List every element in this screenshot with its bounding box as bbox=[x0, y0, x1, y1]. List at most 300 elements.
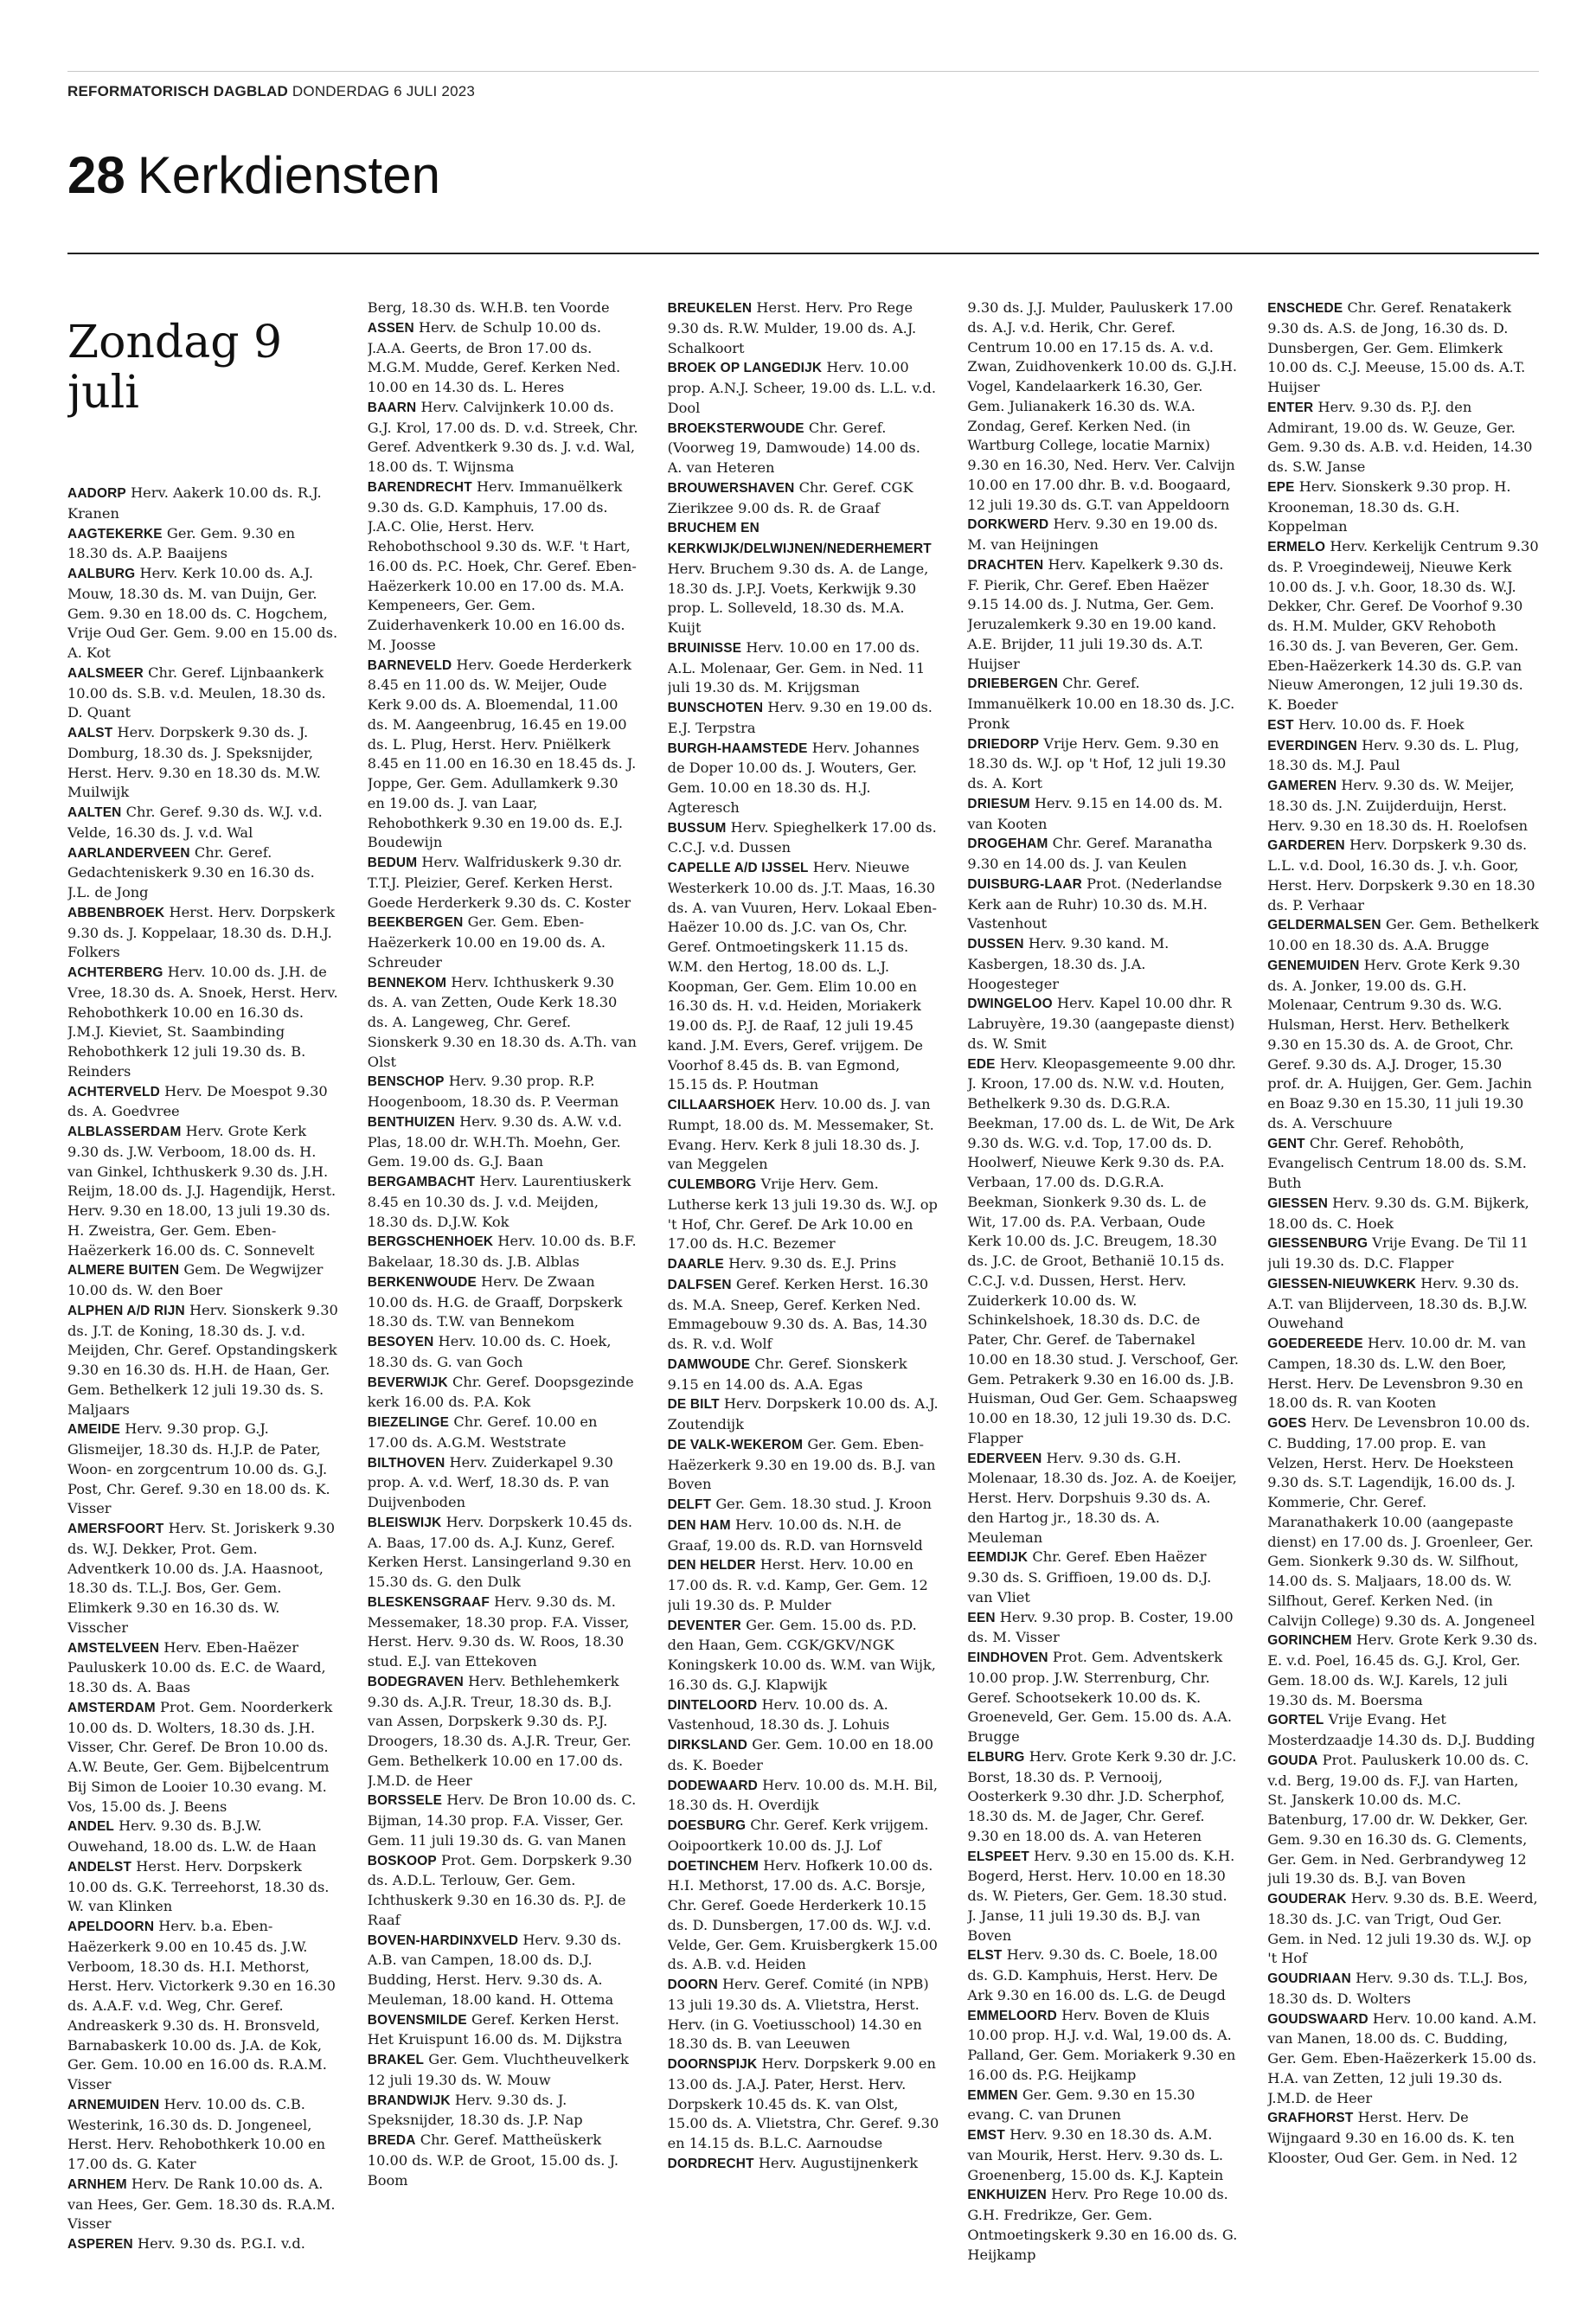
place-name: AALBURG bbox=[67, 567, 136, 581]
place-name: ALBLASSERDAM bbox=[67, 1125, 182, 1139]
church-listing bbox=[668, 518, 939, 638]
place-name: GOUDA bbox=[1267, 1753, 1318, 1768]
place-name: DRACHTEN bbox=[967, 557, 1044, 573]
service-details: Herst. Herv. De Wijngaard 9.30 en 16.00 ds. K. ten Klooster, Oud Ger. Gem. in Ned. 12 bbox=[1267, 2109, 1518, 2166]
place-name: EMST bbox=[967, 2128, 1005, 2143]
church-listing bbox=[967, 875, 1239, 934]
church-listing bbox=[67, 803, 339, 843]
church-listing bbox=[668, 1435, 939, 1495]
section-header bbox=[67, 145, 440, 206]
church-listing bbox=[668, 1095, 939, 1175]
place-name: DINTELOORD bbox=[667, 1697, 758, 1713]
church-listing bbox=[967, 674, 1239, 734]
church-listing bbox=[368, 1672, 639, 1791]
place-name: BOVEN-HARDINXVELD bbox=[367, 1932, 519, 1948]
service-details: Herv. Grote Kerk 9.30 ds. A. Jonker, 19.00 ds. G.H. Molenaar, Centrum 9.30 ds. W.G. Hulsman, Herst. Herv. Bethelkerk 9.30 en 15.30 ds. A. de Groot, Chr. Geref. 9.30 ds. A.J. Droger, 15.30 prof. dr. A. Huijgen, Ger. Gem. Jachin en Boaz 9.30 en 15.30, 11 juli 19.30 ds. A. Verschuure bbox=[1267, 956, 1532, 1131]
service-details: Herv. Kleopasgemeente 9.00 dhr. J. Kroon, 17.00 ds. N.W. v.d. Houten, Bethelkerk 9.30 ds. D.G.R.A. Beekman, 17.00 ds. L. de Wit, De Ark 9.30 ds. W.G. v.d. Top, 17.00 ds. D. Hoolwerf, Nieuwe Kerk 9.30 ds. P.A. Verbaan, 17.00 ds. D.G.R.A. Beekman, Sionkerk 9.30 ds. L. de Wit, 17.00 ds. P.A. Verbaan, Oude Kerk 10.00 ds. J.C. Breugem, 18.30 ds. J.C. de Groot, Bethanië 10.15 ds. C.C.J. v.d. Dussen, Herst. Herv. Zuiderkerk 10.00 ds. W. Schinkelshoek, 18.30 ds. D.C. de Pater, Chr. Geref. de Tabernakel 10.00 en 18.30 stud. J. Verschoof, Ger. Gem. Petrakerk 9.30 en 16.00 ds. J.B. Huisman, Oud Ger. Gem. Schaapsweg 10.00 en 18.30, 12 juli 19.30 ds. D.C. Flapper bbox=[967, 1054, 1240, 1446]
service-details: Herv. Geref. Comité (in NPB) 13 juli 19.30 ds. A. Vlietstra, Herst. Herv. (in G. Voetiusschool) 14.30 en 18.30 ds. B. van Leeuwen bbox=[667, 1976, 929, 2053]
church-listing bbox=[67, 2175, 339, 2234]
service-details: Chr. Geref. Sionskerk 9.15 en 14.00 ds. A.A. Egas bbox=[667, 1355, 907, 1393]
place-name: DWINGELOO bbox=[967, 997, 1053, 1012]
place-name: ALPHEN A/D RIJN bbox=[67, 1303, 185, 1318]
church-listing bbox=[967, 1945, 1239, 2005]
place-name: BERGSCHENHOEK bbox=[367, 1234, 494, 1250]
place-name: GARDEREN bbox=[1267, 838, 1345, 854]
church-listing bbox=[67, 1260, 339, 1301]
place-name: GIESSEN bbox=[1267, 1195, 1329, 1211]
church-listing bbox=[67, 663, 339, 723]
church-listing bbox=[967, 1054, 1239, 1449]
place-name: ASSEN bbox=[367, 320, 414, 336]
day-title: Zondag 9 juli bbox=[67, 317, 283, 419]
place-name: DOORN bbox=[667, 1977, 718, 1992]
place-name: EPE bbox=[1267, 479, 1295, 495]
church-listing bbox=[1267, 915, 1539, 956]
place-name: DOORNSPIJK bbox=[667, 2057, 758, 2072]
place-name: DORDRECHT bbox=[667, 2156, 754, 2171]
service-details: Herv. Dorpskerk 9.00 en 13.00 ds. J.A.J. Pater, Herst. Herv. Dorpskerk 10.45 ds. K. van Olst, 15.00 ds. A. Vlietstra, Chr. Geref. 9.30 en 14.15 ds. B.L.C. Aarnoudse bbox=[667, 2055, 939, 2151]
place-name: GORTEL bbox=[1267, 1713, 1324, 1728]
service-details: Herv. Eben-Haëzer Pauluskerk 10.00 ds. E.C. de Waard, 18.30 ds. A. Baas bbox=[67, 1638, 326, 1695]
column-3 bbox=[668, 298, 939, 2279]
service-details: Herv. 9.30 ds. B.E. Weerd, 18.30 ds. J.C. van Trigt, Oud Ger. Gem. in Ned. 12 juli 19.30 ds. W.J. op 't Hof bbox=[1267, 1890, 1538, 1967]
service-details: Ger. Gem. Vluchtheuvelkerk 12 juli 19.30 ds. W. Mouw bbox=[367, 2051, 629, 2088]
church-listing bbox=[368, 1791, 639, 1850]
church-listing bbox=[1267, 298, 1539, 398]
place-name: GRAFHORST bbox=[1267, 2111, 1354, 2126]
service-details: Herv. St. Joriskerk 9.30 ds. W.J. Dekker, Prot. Gem. Adventkerk 10.00 ds. J.A. Haasnoot, 18.30 ds. T.L.J. Bos, Ger. Gem. Elimkerk 9.30 en 16.30 ds. W. Visscher bbox=[67, 1520, 336, 1636]
place-name: DUSSEN bbox=[967, 937, 1024, 952]
service-details: Herv. 10.00 ds. B.F. Bakelaar, 18.30 ds. J.B. Alblas bbox=[367, 1233, 637, 1270]
section-rule bbox=[67, 253, 1539, 254]
service-details: Chr. Geref. Maranatha 9.30 en 14.00 ds. J. van Keulen bbox=[967, 835, 1213, 872]
service-details: Herv. 10.00 ds. A. Vastenhoud, 18.30 ds. J. Lohuis bbox=[667, 1695, 890, 1734]
service-details: Prot. Gem. Dorpskerk 9.30 ds. A.D.L. Terlouw, Ger. Gem. Ichthuskerk 9.30 en 16.30 ds. P.J. de Raaf bbox=[367, 1851, 632, 1928]
service-details: Herv. De Zwaan 10.00 ds. H.G. de Graaff, Dorpskerk 18.30 ds. T.W. van Bennekom bbox=[367, 1272, 623, 1330]
church-listing bbox=[1267, 1334, 1539, 1413]
church-listing bbox=[368, 478, 639, 656]
service-details: Herv. Laurentiuskerk 8.45 en 10.30 ds. J. v.d. Meijden, 18.30 ds. D.J.W. Kok bbox=[367, 1173, 631, 1230]
place-name: EST bbox=[1267, 717, 1294, 733]
listing-columns bbox=[67, 298, 1539, 2279]
service-details: Herv. 10.00 prop. A.N.J. Scheer, 19.00 ds. L.L. v.d. Dool bbox=[667, 359, 936, 416]
top-rule bbox=[67, 71, 1539, 72]
place-name: BEDUM bbox=[367, 856, 418, 870]
service-details: Chr. Geref. 10.00 en 17.00 ds. A.G.M. Weststrate bbox=[367, 1413, 598, 1451]
church-listing bbox=[67, 524, 339, 565]
place-name: EMMEN bbox=[967, 2087, 1018, 2103]
service-details: Herv. 10.00 ds. C.B. Westerink, 16.30 ds. D. Jongeneel, Herst. Herv. Rehobothkerk 10.00 en 17.00 ds. G. Kater bbox=[67, 2095, 326, 2172]
church-listing bbox=[668, 1816, 939, 1856]
column-2 bbox=[368, 298, 639, 2279]
church-listing bbox=[967, 1648, 1239, 1747]
church-listing bbox=[668, 1695, 939, 1736]
place-name: BRUCHEM EN KERKWIJK/DELWIJNEN/NEDERHEMERT bbox=[667, 521, 932, 556]
church-listing bbox=[668, 1975, 939, 2054]
service-details: Herv. 9.30 ds. G.M. Bijkerk, 18.00 ds. C. Hoek bbox=[1267, 1194, 1529, 1232]
service-details: Ger. Gem. Bethelkerk 10.00 en 18.30 ds. A.A. Brugge bbox=[1267, 916, 1539, 953]
place-name: BIEZELINGE bbox=[367, 1415, 450, 1430]
column-4 bbox=[967, 298, 1239, 2279]
church-listing bbox=[1267, 1889, 1539, 1969]
church-listing bbox=[1267, 1234, 1539, 1274]
place-name: EMMELOORD bbox=[967, 2008, 1057, 2023]
service-details: Chr. Geref. Lijnbaankerk 10.00 ds. S.B. v.d. Meulen, 18.30 ds. D. Quant bbox=[67, 663, 326, 721]
church-listing bbox=[668, 1254, 939, 1275]
section-title: Kerkdiensten bbox=[137, 146, 440, 204]
church-listing bbox=[1267, 776, 1539, 836]
service-details: Herv. Calvijnkerk 10.00 ds. G.J. Krol, 17.00 ds. D. v.d. Streek, Chr. Geref. Adventkerk 9.30 ds. J. v.d. Wal, 18.00 ds. T. Wijnsma bbox=[367, 398, 638, 475]
service-details: Herv. Dorpskerk 10.45 ds. A. Baas, 17.00 ds. A.J. Kunz, Geref. Kerken Herst. Lansingerland 9.30 en 15.30 ds. G. den Dulk bbox=[367, 1513, 633, 1590]
service-details: Herv. 9.30 ds. A.W. v.d. Plas, 18.00 dr. W.H.Th. Moehn, Ger. Gem. 19.00 ds. G.J. Baan bbox=[367, 1112, 623, 1170]
church-listing bbox=[67, 963, 339, 1082]
church-listing bbox=[967, 515, 1239, 555]
church-listing bbox=[1267, 956, 1539, 1134]
place-name: ERMELO bbox=[1267, 540, 1326, 554]
place-name: BEVERWIJK bbox=[367, 1375, 448, 1390]
place-name: BOVENSMILDE bbox=[367, 2012, 467, 2028]
place-name: DEVENTER bbox=[667, 1618, 742, 1633]
service-details: Herv. Grote Kerk 9.30 dr. J.C. Borst, 18.30 ds. P. Vernooij, Oosterkerk 9.30 dhr. J.D. Scherphof, 18.30 ds. M. de Jager, Chr. Geref. 9.30 en 18.00 ds. A. van Heteren bbox=[967, 1747, 1237, 1844]
service-details: Chr. Geref. (Voorweg 19, Damwoude) 14.00 ds. A. van Heteren bbox=[667, 419, 920, 476]
place-name: BARNEVELD bbox=[367, 657, 452, 673]
church-listing bbox=[67, 2095, 339, 2175]
church-listing bbox=[1267, 1413, 1539, 1631]
service-details: Herv. Bethlehemkerk 9.30 ds. A.J.R. Treur, 18.30 ds. B.J. van Assen, Dorpskerk 9.30 ds. P.J. Droogers, 18.30 ds. A.J.R. Treur, Ger. Gem. Bethelkerk 10.00 en 17.00 ds. J.M.D. de Heer bbox=[367, 1672, 631, 1789]
place-name: BREUKELEN bbox=[667, 301, 753, 316]
church-listing bbox=[967, 794, 1239, 835]
church-listing bbox=[67, 1301, 339, 1420]
service-details: Geref. Kerken Herst. 16.30 ds. M.A. Sneep, Geref. Kerken Ned. Emmagebouw 9.30 ds. A. Bas, 14.30 ds. R. v.d. Wolf bbox=[667, 1275, 929, 1352]
church-listing bbox=[1267, 537, 1539, 715]
church-listing bbox=[668, 2054, 939, 2154]
service-details: Herst. Herv. Pro Rege 9.30 ds. R.W. Mulder, 19.00 ds. A.J. Schalkoort bbox=[667, 299, 917, 356]
church-listing bbox=[1267, 1710, 1539, 1751]
church-listing bbox=[368, 1332, 639, 1373]
service-details: Chr. Geref. Eben Haëzer 9.30 ds. S. Griffioen, 19.00 ds. D.J. van Vliet bbox=[967, 1548, 1212, 1606]
church-listing bbox=[368, 318, 639, 398]
service-details: Herv. 9.30 en 18.30 ds. A.M. van Mourik, Herst. Herv. 9.30 ds. L. Groenenberg, 15.00 ds. K.J. Kaptein bbox=[967, 2126, 1224, 2183]
church-listing bbox=[1267, 1969, 1539, 2009]
place-name: BENNEKOM bbox=[367, 975, 447, 990]
place-name: BRAKEL bbox=[367, 2053, 425, 2067]
service-details: Herv. De Bron 10.00 ds. C. Bijman, 14.30 prop. F.A. Visser, Ger. Gem. 11 juli 19.30 ds. G. van Manen bbox=[367, 1791, 637, 1849]
place-name: BERKENWOUDE bbox=[367, 1274, 477, 1290]
service-details: Herv. 9.30 ds. J. Speksnijder, 18.30 ds. J.P. Nap bbox=[367, 2091, 583, 2129]
service-details: Herv. Grote Kerk 9.30 ds. J.W. Verboom, 18.00 ds. H. van Ginkel, Ichthuskerk 9.30 ds. J.H. Reijm, 18.00 ds. J.J. Hagendijk, Herst. Herv. 9.30 en 18.00, 13 juli 19.30 ds. H. Zweistra, Ger. Gem. Eben-Haëzerkerk 16.00 ds. C. Sonnevelt bbox=[67, 1123, 337, 1259]
service-details: Herv. Kerkelijk Centrum 9.30 ds. P. Vroegindeweij, Nieuwe Kerk 10.00 ds. J. v.h. Goor, 18.30 ds. W.J. Dekker, Chr. Geref. De Voorhof 9.30 ds. H.M. Mulder, GKV Rehoboth 16.30 ds. J. van Beveren, Ger. Gem. Eben-Haëzerkerk 14.30 ds. G.P. van Nieuw Amerongen, 12 juli 19.30 ds. K. Boeder bbox=[1267, 538, 1539, 713]
place-name: DAARLE bbox=[667, 1257, 724, 1272]
church-listing bbox=[1267, 836, 1539, 915]
service-details: Chr. Geref. Kerk vrijgem. Ooipoortkerk 10.00 ds. J.J. Lof bbox=[667, 1817, 929, 1854]
church-listing bbox=[67, 1917, 339, 2095]
church-listing bbox=[368, 1112, 639, 1172]
church-listing bbox=[67, 1519, 339, 1638]
church-listing bbox=[967, 834, 1239, 875]
masthead bbox=[67, 83, 475, 100]
service-details: Herv. 9.30 ds. M. Messemaker, 18.30 prop. F.A. Visser, Herst. Herv. 9.30 ds. W. Roos, 18.30 stud. E.J. van Ettekoven bbox=[367, 1593, 630, 1670]
service-details: Herv. Immanuëlkerk 9.30 ds. G.D. Kamphuis, 17.00 ds. J.A.C. Olie, Herst. Herv. Rehobothschool 9.30 ds. W.F. 't Hart, 16.00 ds. P.C. Hoek, Chr. Geref. Eben-Haëzerkerk 10.00 en 17.00 ds. M.A. Kempeneers, Ger. Gem. Zuiderhavenkerk 10.00 en 16.00 ds. M. Joosse bbox=[367, 478, 637, 653]
place-name: BENTHUIZEN bbox=[367, 1114, 455, 1130]
service-details: Herv. 10.00 ds. F. Hoek bbox=[1298, 715, 1465, 733]
church-listing bbox=[967, 1449, 1239, 1548]
church-listing bbox=[67, 564, 339, 663]
church-listing bbox=[1267, 1134, 1539, 1194]
place-name: EDERVEEN bbox=[967, 1451, 1042, 1466]
service-details: Gem. De Wegwijzer 10.00 ds. W. den Boer bbox=[67, 1261, 324, 1298]
place-name: BOSKOOP bbox=[367, 1853, 437, 1868]
place-name: EINDHOVEN bbox=[967, 1650, 1048, 1665]
service-details: Ger. Gem. 9.30 en 18.30 ds. A.P. Baaijens bbox=[67, 524, 296, 562]
service-details: Herv. 9.30 prop. R.P. Hoogenboom, 18.30 ds. P. Veerman bbox=[367, 1073, 619, 1110]
service-details: Ger. Gem. 18.30 stud. J. Kroon bbox=[715, 1496, 932, 1512]
place-name: AMSTELVEEN bbox=[67, 1640, 160, 1656]
service-details: Herv. 9.30 ds. B.J.W. Ouwehand, 18.00 ds. L.W. de Haan bbox=[67, 1817, 317, 1855]
place-name: DEN HELDER bbox=[667, 1558, 756, 1574]
service-details: Herv. Kerk 10.00 ds. A.J. Mouw, 18.30 ds. M. van Duijn, Ger. Gem. 9.30 en 18.00 ds. C. Hogchem, Vrije Oud Ger. Gem. 9.00 en 15.00 ds. A. Kot bbox=[67, 565, 338, 661]
service-details: Herv. Hofkerk 10.00 ds. H.I. Methorst, 17.00 ds. A.C. Borsje, Chr. Geref. Goede Herderkerk 10.15 ds. D. Dunsbergen, 17.00 ds. W.J. v.d. Velde, Ger. Gem. Kruisbergkerk 15.00 ds. A.B. v.d. Heiden bbox=[667, 1856, 938, 1973]
service-details: Herv. Boven de Kluis 10.00 prop. H.J. v.d. Wal, 19.00 ds. A. Palland, Ger. Gem. Moriakerk 9.30 en 16.00 ds. P.G. Heijkamp bbox=[967, 2006, 1236, 2083]
service-details: Geref. Kerken Herst. Het Kruispunt 16.00 ds. M. Dijkstra bbox=[367, 2010, 623, 2048]
church-listing bbox=[1267, 2009, 1539, 2109]
place-name: AALTEN bbox=[67, 805, 122, 820]
church-listing bbox=[368, 973, 639, 1073]
place-name: ARNHEM bbox=[67, 2176, 127, 2192]
place-name: GENEMUIDEN bbox=[1267, 958, 1360, 973]
place-name: AALST bbox=[67, 726, 113, 740]
place-name: DRIEBERGEN bbox=[967, 676, 1059, 692]
service-details: Herv. De Levensbron 10.00 ds. C. Budding, 17.00 prop. E. van Velzen, Herst. Herv. De Hoeksteen 9.30 ds. S.T. Lagendijk, 16.00 ds. J. Kommerie, Chr. Geref. Maranathakerk 10.00 (aangepaste dienst) en 17.00 ds. J. Groenleer, Ger. Gem. Sionkerk 9.30 ds. W. Silfhout, 14.00 ds. S. Maljaars, 18.00 ds. W. Silfhout, Geref. Kerken Ned. (in Calvijn College) 9.30 ds. A. Jongeneel bbox=[1267, 1414, 1535, 1629]
service-details: Herv. Dorpskerk 10.00 ds. A.J. Zoutendijk bbox=[667, 1395, 939, 1433]
service-details: Chr. Geref. Gedachteniskerk 9.30 en 16.30 ds. J.L. de Jong bbox=[67, 843, 315, 901]
page-number: 28 bbox=[67, 146, 125, 204]
place-name: BESOYEN bbox=[367, 1335, 434, 1349]
place-name: GELDERMALSEN bbox=[1267, 918, 1381, 933]
service-details: Herv. Grote Kerk 9.30 ds. E. v.d. Poel, 16.45 ds. G.J. Krol, Ger. Gem. 18.00 ds. W.J. Karels, 12 juli 19.30 ds. M. Boersma bbox=[1267, 1631, 1538, 1708]
service-details: Herv. 9.30 ds. A.T. van Blijderveen, 18.30 ds. B.J.W. Ouwehand bbox=[1267, 1274, 1528, 1332]
service-details: Vrije Herv. Gem. Lutherse kerk 13 juli 19.30 ds. W.J. op 't Hof, Chr. Geref. De Ark 10.00 en 17.00 ds. H.C. Bezemer bbox=[667, 1176, 938, 1253]
place-name: BROUWERSHAVEN bbox=[667, 480, 795, 496]
service-details: Herv. 9.30 ds. C. Boele, 18.00 ds. G.D. Kamphuis, Herst. Herv. De Ark 9.30 en 16.00 ds. L.G. de Deugd bbox=[967, 1946, 1226, 2003]
church-listing bbox=[967, 298, 1239, 515]
church-listing bbox=[967, 934, 1239, 994]
place-name: CULEMBORG bbox=[667, 1177, 757, 1192]
service-details: Herv. 10.00 ds. J. van Rumpt, 18.00 ds. M. Messemaker, St. Evang. Herv. Kerk 8 juli 18.30 ds. J. van Meggelen bbox=[667, 1096, 934, 1173]
place-name: GENT bbox=[1267, 1136, 1305, 1151]
place-name: ASPEREN bbox=[67, 2237, 133, 2252]
church-listing bbox=[368, 853, 639, 913]
service-details: Herv. 10.00 ds. C. Hoek, 18.30 ds. G. van Goch bbox=[367, 1333, 612, 1370]
place-name: BREDA bbox=[367, 2133, 416, 2148]
church-listing bbox=[368, 1593, 639, 1672]
service-details: Vrije Herv. Gem. 9.30 en 18.30 ds. W.J. op 't Hof, 12 juli 19.30 ds. A. Kort bbox=[967, 734, 1227, 792]
place-name: BUSSUM bbox=[667, 820, 727, 836]
place-name: ENKHUIZEN bbox=[967, 2188, 1047, 2203]
place-name: AMSTERDAM bbox=[67, 1700, 156, 1715]
service-details: Prot. (Nederlandse Kerk aan de Ruhr) 10.30 ds. M.H. Vastenhout bbox=[967, 875, 1222, 933]
place-name: BRANDWIJK bbox=[367, 2093, 451, 2108]
church-listing bbox=[967, 1847, 1239, 1946]
place-name: AMERSFOORT bbox=[67, 1522, 164, 1536]
church-listing bbox=[67, 1817, 339, 1857]
place-name: AALSMEER bbox=[67, 665, 144, 681]
place-name: BEEKBERGEN bbox=[367, 915, 464, 931]
service-details: Herv. 9.30 ds. W. Meijer, 18.30 ds. J.N. Zuijderduijn, Herst. Herv. 9.30 en 18.30 ds. H. Roelofsen bbox=[1267, 777, 1529, 834]
place-name: AADORP bbox=[67, 486, 126, 501]
place-name: BARENDRECHT bbox=[367, 479, 472, 495]
place-name: ELBURG bbox=[967, 1749, 1025, 1765]
service-details: Herv. 9.30 kand. M. Kasbergen, 18.30 ds. J.A. Hoogesteger bbox=[967, 935, 1170, 992]
church-listing bbox=[967, 1548, 1239, 1607]
church-listing bbox=[67, 903, 339, 963]
place-name: GOUDSWAARD bbox=[1267, 2011, 1368, 2027]
service-details: Chr. Geref. 9.30 ds. W.J. v.d. Velde, 16.30 ds. J. v.d. Wal bbox=[67, 804, 323, 841]
service-details: Vrije Evang. De Til 11 juli 19.30 ds. D.C. Flapper bbox=[1267, 1234, 1529, 1272]
place-name: DEN HAM bbox=[667, 1517, 731, 1533]
service-details: Chr. Geref. Renatakerk 9.30 ds. A.S. de Jong, 16.30 ds. D. Dunsbergen, Ger. Gem. Elimkerk 10.00 ds. C.J. Meeuse, 15.00 ds. A.T. Huijser bbox=[1267, 299, 1526, 395]
place-name: ENTER bbox=[1267, 400, 1314, 415]
place-name: DODEWAARD bbox=[667, 1778, 758, 1793]
service-details: Vrije Evang. Het Mosterdzaadje 14.30 ds. D.J. Budding bbox=[1267, 1711, 1535, 1748]
service-details: Herv. Pro Rege 10.00 ds. G.H. Fredrikze, Ger. Gem. Ontmoetingskerk 9.30 en 16.00 ds. G. Heijkamp bbox=[967, 2186, 1238, 2263]
service-details: Herv. 9.30 en 15.00 ds. K.H. Bogerd, Herst. Herv. 10.00 en 18.30 ds. W. Pieters, Ger. Gem. 18.30 stud. J. Janse, 11 juli 19.30 ds. B.J. van Boven bbox=[967, 1847, 1235, 1944]
church-listing bbox=[1267, 478, 1539, 537]
service-details: Herv. De Rank 10.00 ds. A. van Hees, Ger. Gem. 18.30 ds. R.A.M. Visser bbox=[67, 2175, 336, 2233]
church-listing bbox=[67, 723, 339, 803]
service-details: Herv. Dorpskerk 9.30 ds. J. Domburg, 18.30 ds. J. Speksnijder, Herst. Herv. 9.30 en 18.30 ds. M.W. Muilwijk bbox=[67, 724, 321, 801]
place-name: BURGH-HAAMSTEDE bbox=[667, 740, 808, 756]
place-name: DOETINCHEM bbox=[667, 1858, 760, 1874]
place-name: EEN bbox=[967, 1610, 996, 1625]
place-name: DALFSEN bbox=[667, 1277, 732, 1292]
service-details: Herv. Ichthuskerk 9.30 ds. A. van Zetten, Oude Kerk 18.30 ds. A. Langeweg, Chr. Geref. Sionskerk 9.30 en 18.30 ds. A.Th. van Olst bbox=[367, 973, 637, 1070]
church-listing bbox=[1267, 1631, 1539, 1710]
church-listing bbox=[668, 1355, 939, 1395]
service-details: Herv. Kapel 10.00 dhr. R Labruyère, 19.30 (aangepaste dienst) ds. W. Smit bbox=[967, 995, 1235, 1052]
church-listing bbox=[967, 555, 1239, 675]
service-details: Ger. Gem. Eben-Haëzerkerk 9.30 en 19.00 ds. B.J. van Boven bbox=[667, 1435, 936, 1493]
service-details: Chr. Geref. Doopsgezinde kerk 16.00 ds. P.A. Kok bbox=[367, 1373, 634, 1411]
church-listing bbox=[668, 1555, 939, 1615]
service-details: Prot. Pauluskerk 10.00 ds. C. v.d. Berg, 19.00 ds. F.J. van Harten, St. Janskerk 10.00 ds. M.C. Batenburg, 17.00 dr. W. Dekker, Ger. Gem. 9.30 en 16.30 ds. G. Clements, Ger. Gem. in Ned. Gerbrandyweg 12 juli 19.30 ds. B.J. van Boven bbox=[1267, 1751, 1529, 1888]
church-listing bbox=[368, 1232, 639, 1272]
service-details: Herv. 9.30 ds. L. Plug, 18.30 ds. M.J. Paul bbox=[1267, 736, 1520, 774]
church-listing bbox=[368, 2131, 639, 2190]
place-name: ENSCHEDE bbox=[1267, 301, 1343, 316]
service-details: Herv. 10.00 en 17.00 ds. A.L. Molenaar, Ger. Gem. in Ned. 11 juli 19.30 ds. M. Krijgsman bbox=[667, 638, 926, 696]
place-name: DOESBURG bbox=[667, 1818, 747, 1833]
church-listing bbox=[668, 2154, 939, 2175]
service-details: Herv. Sionskerk 9.30 ds. J.T. de Koning, 18.30 ds. J. v.d. Meijden, Chr. Geref. Opstandingskerk 9.30 en 16.30 ds. H.H. de Haan, Ger. Gem. Bethelkerk 12 juli 19.30 ds. S. Maljaars bbox=[67, 1301, 338, 1418]
service-details: Herst. Herv. Dorpskerk 9.30 ds. J. Koppelaar, 18.30 ds. D.H.J. Folkers bbox=[67, 903, 336, 961]
service-details: Herv. Spieghelkerk 17.00 ds. C.C.J. v.d. Dussen bbox=[667, 818, 937, 856]
church-listing bbox=[1267, 1751, 1539, 1889]
service-details: Herv. 10.00 ds. N.H. de Graaf, 19.00 ds. R.D. van Hornsveld bbox=[667, 1516, 923, 1554]
church-listing bbox=[368, 1072, 639, 1112]
church-listing bbox=[967, 734, 1239, 794]
church-listing bbox=[368, 1373, 639, 1413]
church-listing bbox=[668, 698, 939, 739]
place-name: DAMWOUDE bbox=[667, 1356, 751, 1372]
church-listing bbox=[368, 1172, 639, 1232]
church-listing bbox=[368, 913, 639, 972]
place-name: DRIESUM bbox=[967, 796, 1030, 811]
place-name: DROGEHAM bbox=[967, 836, 1048, 852]
church-listing bbox=[368, 2091, 639, 2131]
church-listing bbox=[1267, 1194, 1539, 1234]
place-name: AARLANDERVEEN bbox=[67, 845, 190, 861]
place-name: BODEGRAVEN bbox=[367, 1674, 464, 1689]
service-details: Herv. Nieuwe Westerkerk 10.00 ds. J.T. Maas, 16.30 ds. A. van Vuuren, Herv. Lokaal Eben-Haëzer 10.00 ds. J.C. van Os, Chr. Geref. Ontmoetingskerk 11.15 ds. W.M. den Hertog, 18.00 ds. L.J. Koopman, Ger. Gem. Elim 10.00 en 16.30 ds. H. v.d. Heiden, Moriakerk 19.00 ds. P.J. de Raaf, 12 juli 19.45 kand. J.M. Evers, Geref. vrijgem. De Voorhof 8.45 ds. B. van Egmond, 15.15 ds. P. Houtman bbox=[667, 859, 937, 1093]
service-details: Chr. Geref. CGK Zierikzee 9.00 ds. R. de Graaf bbox=[667, 478, 913, 516]
church-listing bbox=[967, 2086, 1239, 2126]
service-details: Herv. Goede Herderkerk 8.45 en 11.00 ds. W. Meijer, Oude Kerk 9.00 ds. A. Bloemendal, 11.00 ds. M. Aangeenbrug, 16.45 en 19.00 ds. L. Plug, Herst. Herv. Pniëlkerk 8.45 en 11.00 en 16.30 en 18.45 ds. J. Joppe, Ger. Gem. Adullamkerk 9.30 en 19.00 ds. J. van Laar, Rehobothkerk 9.30 en 19.00 ds. E.J. Boudewijn bbox=[367, 656, 637, 851]
place-name: BILTHOVEN bbox=[367, 1455, 445, 1471]
place-name: DIRKSLAND bbox=[667, 1738, 748, 1753]
service-details: Herv. 9.30 en 19.00 ds. E.J. Terpstra bbox=[667, 699, 933, 736]
service-details: Prot. Gem. Adventskerk 10.00 prop. J.W. Sterrenburg, Chr. Geref. Schootsekerk 10.00 ds. K. Groeneveld, Ger. Gem. 15.00 ds. A.A. Brugge bbox=[967, 1649, 1232, 1745]
service-details: Herv. 9.30 prop. B. Coster, 19.00 ds. M. Visser bbox=[967, 1608, 1234, 1646]
place-name: BRUINISSE bbox=[667, 640, 742, 656]
service-details: Herv. Aakerk 10.00 ds. R.J. Kranen bbox=[67, 484, 322, 522]
place-name: CAPELLE A/D IJSSEL bbox=[667, 861, 809, 875]
place-name: BERGAMBACHT bbox=[367, 1175, 476, 1189]
church-listing bbox=[967, 2125, 1239, 2185]
service-details: Herv. Bruchem 9.30 ds. A. de Lange, 18.30 ds. J.P.J. Voets, Kerkwijk 9.30 prop. L. Solleveld, 18.30 ds. M.A. Kuijt bbox=[667, 560, 929, 636]
place-name: AAGTEKERKE bbox=[67, 526, 163, 542]
service-details: Herv. 9.30 ds. G.H. Molenaar, 18.30 ds. Joz. A. de Koeijer, Herst. Herv. Dorpshuis 9.30 ds. A. den Hartog jr., 18.30 ds. A. Meuleman bbox=[967, 1449, 1237, 1546]
place-name: EEMDIJK bbox=[967, 1550, 1029, 1566]
service-details: Prot. Gem. Noorderkerk 10.00 ds. D. Wolters, 18.30 ds. J.H. Visser, Chr. Geref. De Bron 10.00 ds. A.W. Beute, Ger. Gem. Bijbelcentrum Bij Simon de Looier 10.30 evang. M. Vos, 15.00 ds. J. Beens bbox=[67, 1698, 333, 1815]
place-name: ANDEL bbox=[67, 1819, 115, 1835]
service-details: 9.30 ds. J.J. Mulder, Pauluskerk 17.00 ds. A.J. v.d. Herik, Chr. Geref. Centrum 10.00 en 17.15 ds. A. v.d. Zwan, Zuidhovenkerk 10.00 ds. G.J.H. Vogel, Kandelaarkerk 16.30, Ger. Gem. Julianakerk 16.30 ds. W.A. Zondag, Geref. Kerken Ned. (in Wartburg College, locatie Marnix) 9.30 en 16.30, Ned. Herv. Ver. Calvijn 10.00 en 17.00 dhr. B. v.d. Boogaard, 12 juli 19.30 ds. G.T. van Appeldoorn bbox=[967, 299, 1238, 513]
place-name: EDE bbox=[967, 1056, 996, 1072]
church-listing bbox=[368, 2050, 639, 2091]
church-listing bbox=[368, 1513, 639, 1593]
place-name: ANDELST bbox=[67, 1859, 132, 1875]
church-listing bbox=[67, 1420, 339, 1519]
column-5 bbox=[1267, 298, 1539, 2279]
church-listing bbox=[1267, 1274, 1539, 1334]
service-details: Ger. Gem. 15.00 ds. P.D. den Haan, Gem. CGK/GKV/NGK Koningskerk 10.00 ds. W.M. van Wijk, 16.30 ds. G.J. Klapwijk bbox=[667, 1616, 936, 1693]
service-details: Herv. Dorpskerk 9.30 ds. L.L. v.d. Dool, 16.30 ds. J. v.h. Goor, Herst. Herv. Dorpskerk 9.30 en 18.30 ds. P. Verhaar bbox=[1267, 836, 1535, 913]
service-details: Ger. Gem. Eben-Haëzerkerk 10.00 en 19.00 ds. A. Schreuder bbox=[367, 913, 606, 971]
service-details: Berg, 18.30 ds. W.H.B. ten Voorde bbox=[367, 299, 610, 316]
church-listing bbox=[668, 298, 939, 358]
column-1 bbox=[67, 298, 339, 2279]
place-name: BUNSCHOTEN bbox=[667, 701, 764, 715]
church-listing bbox=[668, 1856, 939, 1976]
place-name: DORKWERD bbox=[967, 517, 1049, 533]
service-details: Herv. De Moespot 9.30 ds. A. Goedvree bbox=[67, 1082, 328, 1120]
place-name: AMEIDE bbox=[67, 1422, 121, 1438]
place-name: GIESSEN-NIEUWKERK bbox=[1267, 1276, 1417, 1292]
service-details: Herv. b.a. Eben-Haëzerkerk 9.00 en 10.45 ds. J.W. Verboom, 18.30 ds. H.I. Methorst, Herst. Herv. Victorkerk 9.30 en 16.30 ds. A.A.F. v.d. Weg, Chr. Geref. Andreaskerk 9.30 ds. H. Bronsveld, Barnabaskerk 10.00 ds. J.A. de Kok, Ger. Gem. 10.00 en 16.00 ds. R.A.M. Visser bbox=[67, 1918, 336, 2093]
place-name: BLEISWIJK bbox=[367, 1515, 442, 1530]
service-details: Herv. 9.30 ds. P.G.I. v.d. bbox=[137, 2235, 305, 2252]
service-details: Herst. Herv. Dorpskerk 10.00 ds. G.K. Terreehorst, 18.30 ds. W. van Klinken bbox=[67, 1857, 330, 1915]
service-details: Ger. Gem. 9.30 en 15.30 evang. C. van Drunen bbox=[967, 2086, 1195, 2124]
church-listing bbox=[668, 1275, 939, 1355]
church-listing bbox=[668, 858, 939, 1095]
place-name: BLESKENSGRAAF bbox=[367, 1594, 490, 1610]
service-details: Herv. Augustijnenkerk bbox=[758, 2154, 919, 2171]
place-name: DUISBURG-LAAR bbox=[967, 876, 1082, 892]
place-name: CILLAARSHOEK bbox=[667, 1098, 776, 1112]
church-listing bbox=[67, 1698, 339, 1817]
place-name: ABBENBROEK bbox=[67, 905, 165, 920]
church-listing bbox=[67, 1122, 339, 1260]
